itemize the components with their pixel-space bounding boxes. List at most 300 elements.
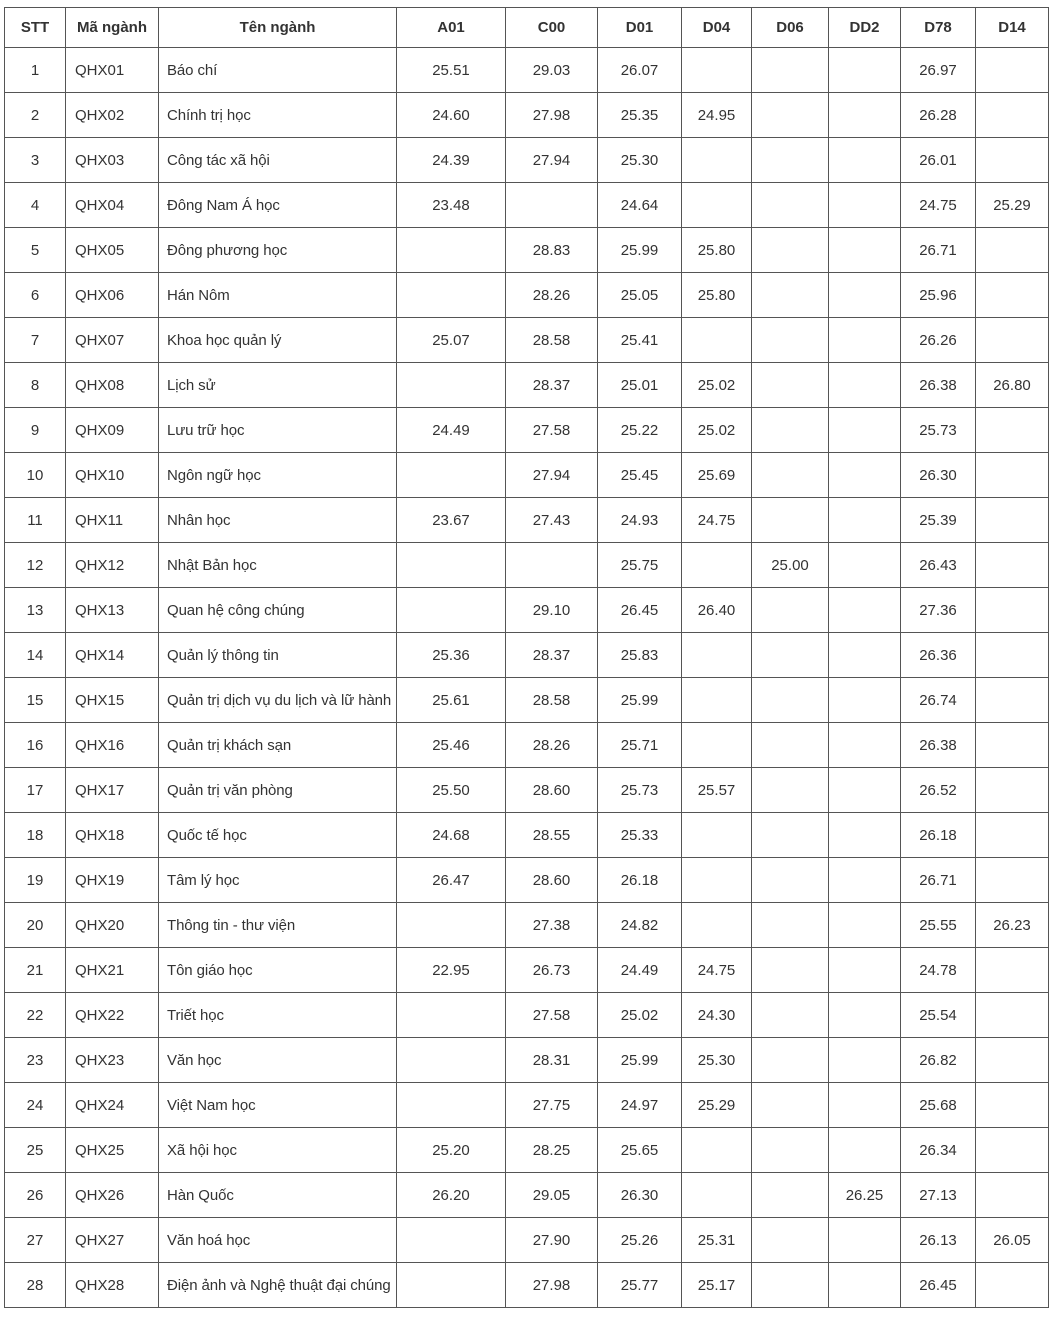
cell-d01: 25.02 bbox=[598, 993, 682, 1038]
cell-ten-nganh: Văn hoá học bbox=[159, 1218, 397, 1263]
cell-dd2 bbox=[829, 48, 901, 93]
cell-d04 bbox=[682, 1128, 752, 1173]
cell-ten-nganh: Khoa học quản lý bbox=[159, 318, 397, 363]
cell-d78: 25.96 bbox=[901, 273, 976, 318]
cell-ma-nganh: QHX26 bbox=[66, 1173, 159, 1218]
cell-d01: 24.49 bbox=[598, 948, 682, 993]
cell-ten-nganh: Quản trị khách sạn bbox=[159, 723, 397, 768]
cell-d04 bbox=[682, 858, 752, 903]
header-d01: D01 bbox=[598, 8, 682, 48]
cell-c00: 28.26 bbox=[506, 273, 598, 318]
cell-d06 bbox=[752, 1083, 829, 1128]
cell-stt: 2 bbox=[5, 93, 66, 138]
cell-ten-nganh: Quốc tế học bbox=[159, 813, 397, 858]
cell-a01: 26.20 bbox=[397, 1173, 506, 1218]
cell-ten-nganh: Quản trị dịch vụ du lịch và lữ hành bbox=[159, 678, 397, 723]
cell-dd2 bbox=[829, 228, 901, 273]
cell-stt: 26 bbox=[5, 1173, 66, 1218]
table-row bbox=[5, 408, 1049, 453]
cell-c00: 28.37 bbox=[506, 363, 598, 408]
cell-ten-nganh: Lịch sử bbox=[159, 363, 397, 408]
cell-c00: 27.38 bbox=[506, 903, 598, 948]
cell-a01 bbox=[397, 363, 506, 408]
table-row bbox=[5, 1128, 1049, 1173]
cell-d78: 26.97 bbox=[901, 48, 976, 93]
table-row bbox=[5, 363, 1049, 408]
cell-stt: 9 bbox=[5, 408, 66, 453]
cell-d06 bbox=[752, 1263, 829, 1308]
cell-dd2 bbox=[829, 588, 901, 633]
cell-stt: 19 bbox=[5, 858, 66, 903]
cell-d01: 25.22 bbox=[598, 408, 682, 453]
cell-d14: 26.80 bbox=[976, 363, 1049, 408]
table-row bbox=[5, 543, 1049, 588]
cell-dd2 bbox=[829, 948, 901, 993]
cell-ten-nganh: Quản trị văn phòng bbox=[159, 768, 397, 813]
cell-d01: 25.77 bbox=[598, 1263, 682, 1308]
header-stt: STT bbox=[5, 8, 66, 48]
cell-dd2 bbox=[829, 903, 901, 948]
cell-dd2 bbox=[829, 1083, 901, 1128]
cell-a01: 24.60 bbox=[397, 93, 506, 138]
cell-a01: 23.67 bbox=[397, 498, 506, 543]
cell-dd2 bbox=[829, 813, 901, 858]
table-row bbox=[5, 858, 1049, 903]
cell-dd2 bbox=[829, 498, 901, 543]
cell-d06 bbox=[752, 588, 829, 633]
cell-d78: 26.36 bbox=[901, 633, 976, 678]
cell-d14 bbox=[976, 453, 1049, 498]
cell-ma-nganh: QHX17 bbox=[66, 768, 159, 813]
cell-c00: 27.98 bbox=[506, 93, 598, 138]
cell-d06 bbox=[752, 318, 829, 363]
cell-d04 bbox=[682, 723, 752, 768]
cell-d78: 25.68 bbox=[901, 1083, 976, 1128]
cell-d06 bbox=[752, 723, 829, 768]
cell-d78: 26.82 bbox=[901, 1038, 976, 1083]
cell-d04: 25.02 bbox=[682, 363, 752, 408]
cell-d04: 25.31 bbox=[682, 1218, 752, 1263]
cell-d06 bbox=[752, 453, 829, 498]
cell-a01: 25.51 bbox=[397, 48, 506, 93]
cell-c00 bbox=[506, 183, 598, 228]
cell-d06 bbox=[752, 678, 829, 723]
cell-d01: 24.64 bbox=[598, 183, 682, 228]
cell-d14 bbox=[976, 408, 1049, 453]
cell-stt: 24 bbox=[5, 1083, 66, 1128]
cell-c00: 28.58 bbox=[506, 318, 598, 363]
cell-ma-nganh: QHX06 bbox=[66, 273, 159, 318]
cell-a01 bbox=[397, 1218, 506, 1263]
cell-ten-nganh: Tôn giáo học bbox=[159, 948, 397, 993]
cell-ma-nganh: QHX15 bbox=[66, 678, 159, 723]
cell-d04: 25.17 bbox=[682, 1263, 752, 1308]
cell-d14 bbox=[976, 48, 1049, 93]
cell-d78: 25.39 bbox=[901, 498, 976, 543]
cell-stt: 7 bbox=[5, 318, 66, 363]
cell-c00: 28.31 bbox=[506, 1038, 598, 1083]
cell-d04 bbox=[682, 1173, 752, 1218]
cell-ten-nganh: Nhân học bbox=[159, 498, 397, 543]
cell-stt: 5 bbox=[5, 228, 66, 273]
cell-ma-nganh: QHX25 bbox=[66, 1128, 159, 1173]
cell-dd2 bbox=[829, 273, 901, 318]
cell-ma-nganh: QHX05 bbox=[66, 228, 159, 273]
cell-ten-nganh: Đông phương học bbox=[159, 228, 397, 273]
cell-c00: 28.83 bbox=[506, 228, 598, 273]
header-row bbox=[5, 8, 1049, 48]
cell-d04: 25.80 bbox=[682, 228, 752, 273]
cell-d14: 26.23 bbox=[976, 903, 1049, 948]
cell-dd2 bbox=[829, 183, 901, 228]
cell-d06 bbox=[752, 273, 829, 318]
cell-ma-nganh: QHX01 bbox=[66, 48, 159, 93]
cell-d78: 25.54 bbox=[901, 993, 976, 1038]
cell-ma-nganh: QHX19 bbox=[66, 858, 159, 903]
cell-a01 bbox=[397, 1083, 506, 1128]
cell-a01 bbox=[397, 903, 506, 948]
cell-c00: 27.98 bbox=[506, 1263, 598, 1308]
cell-d78: 26.26 bbox=[901, 318, 976, 363]
cell-dd2 bbox=[829, 543, 901, 588]
cell-a01 bbox=[397, 228, 506, 273]
cell-d01: 25.45 bbox=[598, 453, 682, 498]
table-row bbox=[5, 1263, 1049, 1308]
cell-d06 bbox=[752, 48, 829, 93]
cell-d78: 26.74 bbox=[901, 678, 976, 723]
table-row bbox=[5, 318, 1049, 363]
cell-d78: 26.45 bbox=[901, 1263, 976, 1308]
cell-stt: 23 bbox=[5, 1038, 66, 1083]
cell-ten-nganh: Xã hội học bbox=[159, 1128, 397, 1173]
cell-d78: 26.28 bbox=[901, 93, 976, 138]
cell-stt: 11 bbox=[5, 498, 66, 543]
cell-d01: 25.01 bbox=[598, 363, 682, 408]
cell-dd2 bbox=[829, 1038, 901, 1083]
cell-d04: 24.30 bbox=[682, 993, 752, 1038]
cell-dd2 bbox=[829, 453, 901, 498]
cell-d04: 26.40 bbox=[682, 588, 752, 633]
cell-a01 bbox=[397, 543, 506, 588]
cell-ten-nganh: Công tác xã hội bbox=[159, 138, 397, 183]
cell-d06 bbox=[752, 633, 829, 678]
cell-d14 bbox=[976, 813, 1049, 858]
cell-d06: 25.00 bbox=[752, 543, 829, 588]
cell-ma-nganh: QHX22 bbox=[66, 993, 159, 1038]
cell-d04: 25.69 bbox=[682, 453, 752, 498]
cell-ma-nganh: QHX18 bbox=[66, 813, 159, 858]
table-row bbox=[5, 633, 1049, 678]
cell-d06 bbox=[752, 948, 829, 993]
table-row bbox=[5, 903, 1049, 948]
table-row bbox=[5, 183, 1049, 228]
cell-d04 bbox=[682, 183, 752, 228]
cell-stt: 28 bbox=[5, 1263, 66, 1308]
table-row bbox=[5, 228, 1049, 273]
table-row bbox=[5, 723, 1049, 768]
cell-d78: 25.73 bbox=[901, 408, 976, 453]
cell-dd2 bbox=[829, 1218, 901, 1263]
cell-ten-nganh: Hàn Quốc bbox=[159, 1173, 397, 1218]
cell-ma-nganh: QHX09 bbox=[66, 408, 159, 453]
cell-c00: 27.58 bbox=[506, 408, 598, 453]
cell-ten-nganh: Lưu trữ học bbox=[159, 408, 397, 453]
cell-d04: 24.75 bbox=[682, 948, 752, 993]
cell-d78: 26.30 bbox=[901, 453, 976, 498]
cell-c00: 27.58 bbox=[506, 993, 598, 1038]
cell-c00: 27.43 bbox=[506, 498, 598, 543]
cell-d78: 26.38 bbox=[901, 723, 976, 768]
cell-stt: 6 bbox=[5, 273, 66, 318]
cell-d04: 25.30 bbox=[682, 1038, 752, 1083]
cell-d14 bbox=[976, 1173, 1049, 1218]
cell-d78: 26.01 bbox=[901, 138, 976, 183]
cell-dd2 bbox=[829, 723, 901, 768]
cell-ma-nganh: QHX02 bbox=[66, 93, 159, 138]
table-row bbox=[5, 768, 1049, 813]
cell-d01: 24.82 bbox=[598, 903, 682, 948]
table-row bbox=[5, 948, 1049, 993]
cell-d04: 25.29 bbox=[682, 1083, 752, 1128]
cell-stt: 10 bbox=[5, 453, 66, 498]
cell-c00: 28.58 bbox=[506, 678, 598, 723]
cell-d14 bbox=[976, 228, 1049, 273]
cell-ma-nganh: QHX23 bbox=[66, 1038, 159, 1083]
header-d14: D14 bbox=[976, 8, 1049, 48]
cell-ma-nganh: QHX08 bbox=[66, 363, 159, 408]
cell-d01: 25.65 bbox=[598, 1128, 682, 1173]
cell-a01 bbox=[397, 993, 506, 1038]
cell-a01 bbox=[397, 588, 506, 633]
cell-d14 bbox=[976, 678, 1049, 723]
cell-a01: 22.95 bbox=[397, 948, 506, 993]
cell-c00: 29.05 bbox=[506, 1173, 598, 1218]
cell-d06 bbox=[752, 1038, 829, 1083]
cell-d06 bbox=[752, 1128, 829, 1173]
cell-d04 bbox=[682, 903, 752, 948]
cell-ten-nganh: Văn học bbox=[159, 1038, 397, 1083]
cell-c00: 29.03 bbox=[506, 48, 598, 93]
cell-d78: 26.71 bbox=[901, 228, 976, 273]
table-row bbox=[5, 48, 1049, 93]
cell-d78: 27.36 bbox=[901, 588, 976, 633]
cell-dd2 bbox=[829, 993, 901, 1038]
cell-d14 bbox=[976, 498, 1049, 543]
cell-d01: 26.07 bbox=[598, 48, 682, 93]
cell-d78: 26.43 bbox=[901, 543, 976, 588]
cell-stt: 25 bbox=[5, 1128, 66, 1173]
cell-stt: 20 bbox=[5, 903, 66, 948]
cell-d04 bbox=[682, 678, 752, 723]
cell-stt: 16 bbox=[5, 723, 66, 768]
cell-d01: 26.30 bbox=[598, 1173, 682, 1218]
cell-d01: 24.93 bbox=[598, 498, 682, 543]
cell-a01: 25.61 bbox=[397, 678, 506, 723]
cell-ma-nganh: QHX21 bbox=[66, 948, 159, 993]
table-row bbox=[5, 813, 1049, 858]
cell-stt: 4 bbox=[5, 183, 66, 228]
cell-d14 bbox=[976, 1083, 1049, 1128]
cell-d06 bbox=[752, 903, 829, 948]
cell-ma-nganh: QHX24 bbox=[66, 1083, 159, 1128]
cell-dd2 bbox=[829, 633, 901, 678]
cell-d78: 24.78 bbox=[901, 948, 976, 993]
cell-ten-nganh: Nhật Bản học bbox=[159, 543, 397, 588]
cell-stt: 8 bbox=[5, 363, 66, 408]
cell-d06 bbox=[752, 498, 829, 543]
cell-ten-nganh: Quản lý thông tin bbox=[159, 633, 397, 678]
cell-ten-nganh: Tâm lý học bbox=[159, 858, 397, 903]
cell-d14 bbox=[976, 1263, 1049, 1308]
cell-d14 bbox=[976, 1038, 1049, 1083]
cell-stt: 3 bbox=[5, 138, 66, 183]
cell-d01: 25.41 bbox=[598, 318, 682, 363]
table-body bbox=[5, 48, 1049, 1308]
cell-a01: 24.68 bbox=[397, 813, 506, 858]
cell-d04: 25.57 bbox=[682, 768, 752, 813]
table-row bbox=[5, 678, 1049, 723]
cell-d14 bbox=[976, 318, 1049, 363]
cell-a01 bbox=[397, 1038, 506, 1083]
cell-d01: 26.45 bbox=[598, 588, 682, 633]
cell-d78: 24.75 bbox=[901, 183, 976, 228]
cell-c00: 27.75 bbox=[506, 1083, 598, 1128]
cell-dd2 bbox=[829, 363, 901, 408]
cell-d14 bbox=[976, 138, 1049, 183]
cell-d14 bbox=[976, 948, 1049, 993]
cell-c00: 27.94 bbox=[506, 453, 598, 498]
cell-ma-nganh: QHX14 bbox=[66, 633, 159, 678]
cell-d01: 25.75 bbox=[598, 543, 682, 588]
cell-d78: 26.71 bbox=[901, 858, 976, 903]
cell-ma-nganh: QHX20 bbox=[66, 903, 159, 948]
cell-c00: 28.25 bbox=[506, 1128, 598, 1173]
cell-dd2: 26.25 bbox=[829, 1173, 901, 1218]
cell-a01: 24.49 bbox=[397, 408, 506, 453]
cell-ma-nganh: QHX28 bbox=[66, 1263, 159, 1308]
score-table bbox=[4, 7, 1049, 1308]
cell-c00: 26.73 bbox=[506, 948, 598, 993]
cell-d06 bbox=[752, 993, 829, 1038]
cell-d06 bbox=[752, 1218, 829, 1263]
cell-dd2 bbox=[829, 138, 901, 183]
header-dd2: DD2 bbox=[829, 8, 901, 48]
cell-d14 bbox=[976, 768, 1049, 813]
cell-a01: 25.46 bbox=[397, 723, 506, 768]
cell-ten-nganh: Thông tin - thư viện bbox=[159, 903, 397, 948]
cell-d04 bbox=[682, 543, 752, 588]
table-row bbox=[5, 588, 1049, 633]
cell-d06 bbox=[752, 813, 829, 858]
cell-a01: 25.07 bbox=[397, 318, 506, 363]
table-row bbox=[5, 498, 1049, 543]
cell-d01: 25.26 bbox=[598, 1218, 682, 1263]
header-ten-nganh: Tên ngành bbox=[159, 8, 397, 48]
cell-dd2 bbox=[829, 1128, 901, 1173]
cell-d14: 25.29 bbox=[976, 183, 1049, 228]
cell-stt: 14 bbox=[5, 633, 66, 678]
cell-dd2 bbox=[829, 1263, 901, 1308]
cell-d14 bbox=[976, 993, 1049, 1038]
cell-c00: 28.60 bbox=[506, 858, 598, 903]
cell-d01: 25.73 bbox=[598, 768, 682, 813]
cell-a01: 26.47 bbox=[397, 858, 506, 903]
cell-ma-nganh: QHX13 bbox=[66, 588, 159, 633]
cell-ten-nganh: Điện ảnh và Nghệ thuật đại chúng bbox=[159, 1263, 397, 1308]
table-row bbox=[5, 993, 1049, 1038]
cell-d04: 24.95 bbox=[682, 93, 752, 138]
cell-ma-nganh: QHX27 bbox=[66, 1218, 159, 1263]
cell-dd2 bbox=[829, 858, 901, 903]
cell-d78: 25.55 bbox=[901, 903, 976, 948]
cell-stt: 12 bbox=[5, 543, 66, 588]
table-row bbox=[5, 1173, 1049, 1218]
cell-ten-nganh: Quan hệ công chúng bbox=[159, 588, 397, 633]
cell-d01: 25.71 bbox=[598, 723, 682, 768]
cell-d01: 25.83 bbox=[598, 633, 682, 678]
cell-dd2 bbox=[829, 408, 901, 453]
cell-a01: 25.20 bbox=[397, 1128, 506, 1173]
cell-a01: 23.48 bbox=[397, 183, 506, 228]
cell-stt: 27 bbox=[5, 1218, 66, 1263]
cell-d06 bbox=[752, 183, 829, 228]
cell-d06 bbox=[752, 858, 829, 903]
cell-d14 bbox=[976, 273, 1049, 318]
cell-d01: 25.33 bbox=[598, 813, 682, 858]
cell-a01 bbox=[397, 453, 506, 498]
table-row bbox=[5, 1038, 1049, 1083]
cell-c00: 28.60 bbox=[506, 768, 598, 813]
cell-d06 bbox=[752, 408, 829, 453]
cell-d14 bbox=[976, 723, 1049, 768]
cell-d14 bbox=[976, 93, 1049, 138]
table-row bbox=[5, 273, 1049, 318]
cell-stt: 18 bbox=[5, 813, 66, 858]
header-d04: D04 bbox=[682, 8, 752, 48]
cell-c00: 28.37 bbox=[506, 633, 598, 678]
cell-d04: 24.75 bbox=[682, 498, 752, 543]
cell-d04 bbox=[682, 633, 752, 678]
cell-ma-nganh: QHX03 bbox=[66, 138, 159, 183]
cell-d78: 26.13 bbox=[901, 1218, 976, 1263]
cell-stt: 21 bbox=[5, 948, 66, 993]
cell-d14: 26.05 bbox=[976, 1218, 1049, 1263]
cell-d01: 25.99 bbox=[598, 228, 682, 273]
cell-ma-nganh: QHX11 bbox=[66, 498, 159, 543]
cell-a01: 24.39 bbox=[397, 138, 506, 183]
cell-dd2 bbox=[829, 678, 901, 723]
cell-d14 bbox=[976, 633, 1049, 678]
cell-ma-nganh: QHX16 bbox=[66, 723, 159, 768]
cell-d01: 25.05 bbox=[598, 273, 682, 318]
table-row bbox=[5, 93, 1049, 138]
cell-c00: 29.10 bbox=[506, 588, 598, 633]
cell-a01 bbox=[397, 273, 506, 318]
cell-d04: 25.80 bbox=[682, 273, 752, 318]
cell-ma-nganh: QHX10 bbox=[66, 453, 159, 498]
cell-a01: 25.36 bbox=[397, 633, 506, 678]
header-a01: A01 bbox=[397, 8, 506, 48]
cell-c00: 28.26 bbox=[506, 723, 598, 768]
cell-d14 bbox=[976, 858, 1049, 903]
cell-ten-nganh: Ngôn ngữ học bbox=[159, 453, 397, 498]
cell-dd2 bbox=[829, 768, 901, 813]
cell-ten-nganh: Chính trị học bbox=[159, 93, 397, 138]
cell-ten-nganh: Đông Nam Á học bbox=[159, 183, 397, 228]
table-row bbox=[5, 453, 1049, 498]
cell-d04 bbox=[682, 48, 752, 93]
cell-d04 bbox=[682, 318, 752, 363]
